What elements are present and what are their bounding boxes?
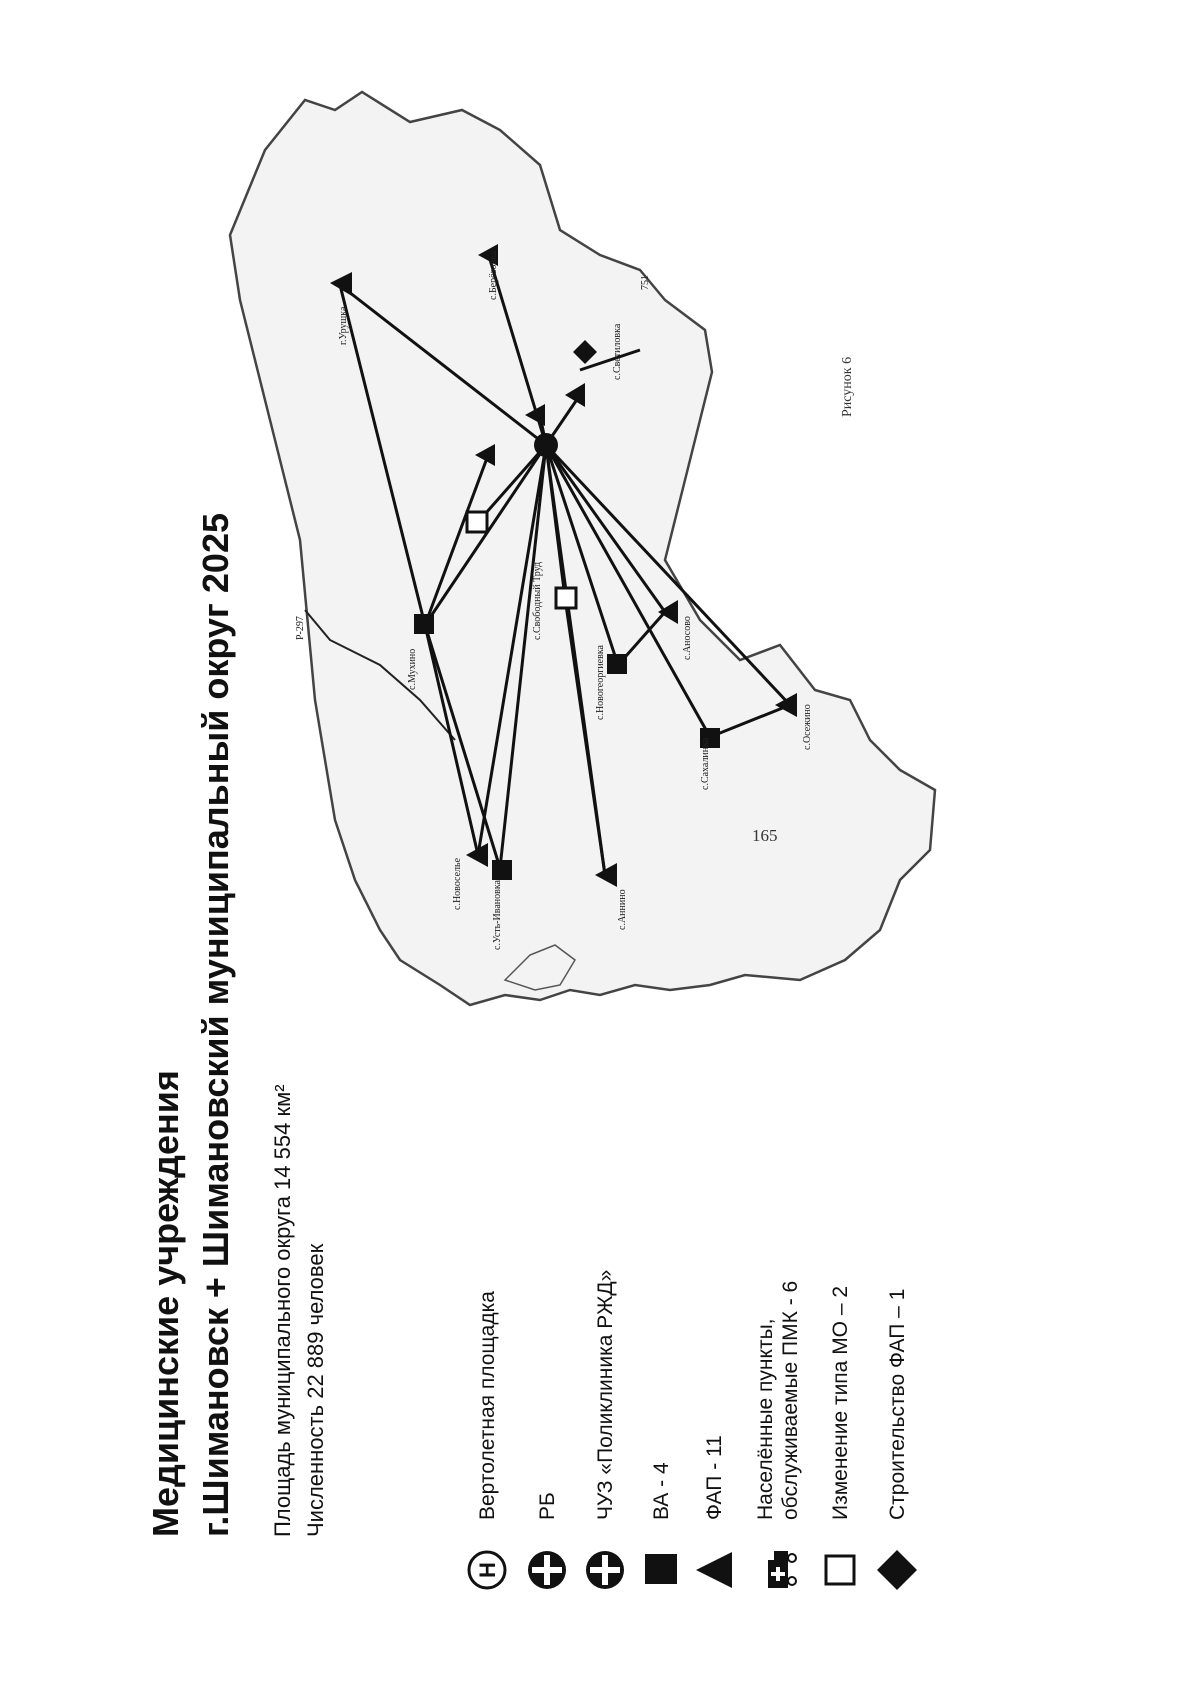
empty-square-icon: [818, 1548, 862, 1592]
road-label: 751: [640, 275, 651, 290]
legend-label: ЧУЗ «Поликлиника РЖД»: [593, 1269, 617, 1520]
legend-item-va: [639, 1462, 683, 1592]
legend-item-fap: [692, 1435, 736, 1592]
legend-item-rzd-clinic: [583, 1270, 627, 1592]
svg-text:H: H: [475, 1562, 500, 1578]
legend-label: РБ: [535, 1492, 559, 1520]
population-stat: Численность 22 889 человек: [303, 1243, 328, 1537]
legend-label: Вертолетная площадка: [475, 1291, 499, 1520]
legend-item-fap-construction: [875, 1289, 919, 1592]
settlement-label: с.Новогеоргиевка: [595, 645, 606, 720]
settlement-label: с.Аносово: [682, 616, 693, 660]
helipad-icon: [465, 1548, 509, 1592]
legend-item-rb: [525, 1492, 569, 1592]
settlement-label: с.Светиловка: [612, 323, 623, 380]
settlement-label: с.Мухино: [407, 648, 418, 690]
legend-label: Изменение типа МО – 2: [828, 1285, 852, 1520]
legend-label: Строительство ФАП – 1: [885, 1288, 909, 1520]
slide-title-line-2: г.Шимановск + Шимановский муниципальный округ 2025: [195, 513, 236, 1537]
settlement-label: с.Осежино: [802, 704, 813, 750]
legend-label: Населённые пункты, обслуживаемые ПМК - 6: [754, 1280, 802, 1520]
legend-label: ВА - 4: [649, 1462, 673, 1520]
filled-square-icon: [639, 1548, 683, 1592]
settlement-label: с.Усть-Ивановка: [492, 880, 503, 950]
settlement-label: с.Свободный Труд: [532, 561, 543, 640]
filled-diamond-icon: [875, 1548, 919, 1592]
road-label: Р-297: [295, 616, 306, 640]
legend-label: ФАП - 11: [702, 1435, 726, 1520]
settlement-label: с.Берёзовка: [488, 250, 499, 300]
legend-item-helipad: [465, 1291, 509, 1592]
legend-item-pmk: [748, 1281, 808, 1592]
settlement-label: с.Сахалинка: [700, 737, 711, 790]
mobile-clinic-truck-icon: [756, 1548, 800, 1592]
circle-cross-icon: [583, 1548, 627, 1592]
settlement-label: с.Аннино: [617, 889, 628, 930]
legend-item-type-change: [818, 1286, 862, 1592]
filled-triangle-icon: [692, 1548, 736, 1592]
area-stat: Площадь муниципального округа 14 554 км²: [270, 1084, 295, 1537]
settlement-label: г.Урушка: [338, 306, 349, 345]
figure-caption: Рисунок 6: [840, 356, 855, 417]
settlement-label: с.Новоселье: [452, 857, 463, 910]
circle-cross-icon: [525, 1548, 569, 1592]
slide-title-line-1: Медицинские учреждения: [145, 1070, 186, 1537]
page-number: 165: [752, 826, 778, 845]
